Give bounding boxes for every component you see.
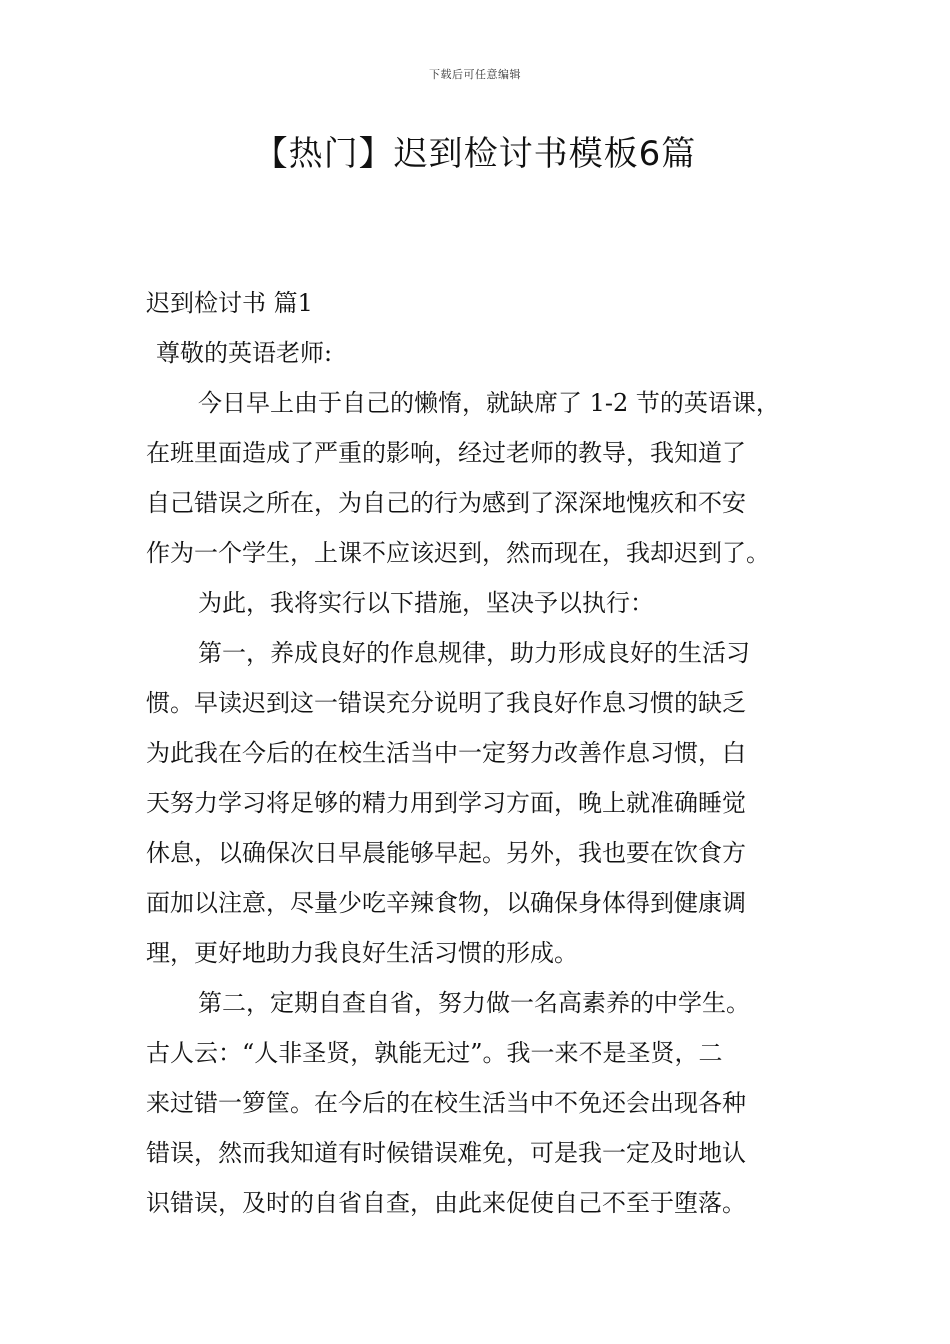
body-line: 休息，以确保次日早晨能够早起。另外，我也要在饮食方	[146, 839, 746, 867]
body-lines	[146, 378, 808, 1228]
body-line: 理，更好地助力我良好生活习惯的形成。	[146, 939, 578, 967]
body-line: 来过错一箩筐。在今后的在校生活当中不免还会出现各种	[146, 1089, 746, 1117]
body-line: 今日早上由于自己的懒惰，就缺席了 1-2 节的英语课，	[198, 389, 780, 417]
body-line: 天努力学习将足够的精力用到学习方面，晚上就准确睡觉	[146, 789, 746, 817]
salutation: 尊敬的英语老师:	[156, 339, 333, 367]
document-body	[146, 278, 808, 1228]
body-line: 古人云：“人非圣贤，孰能无过”。我一来不是圣贤，二	[146, 1039, 723, 1067]
body-line: 识错误，及时的自省自查，由此来促使自己不至于堕落。	[146, 1189, 746, 1217]
section-heading: 迟到检讨书 篇1	[146, 289, 313, 317]
body-line: 自己错误之所在，为自己的行为感到了深深地愧疚和不安	[146, 489, 746, 517]
body-line: 为此，我将实行以下措施，坚决予以执行：	[198, 589, 654, 617]
header-note: 下载后可任意编辑	[429, 68, 521, 81]
document-title: 【热门】迟到检讨书模板6篇	[253, 134, 697, 174]
body-line: 为此我在今后的在校生活当中一定努力改善作息习惯，白	[146, 739, 746, 767]
body-line: 面加以注意，尽量少吃辛辣食物，以确保身体得到健康调	[146, 889, 746, 917]
body-line: 错误，然而我知道有时候错误难免，可是我一定及时地认	[146, 1139, 746, 1167]
body-line: 惯。早读迟到这一错误充分说明了我良好作息习惯的缺乏	[146, 689, 746, 717]
body-line: 第二，定期自查自省，努力做一名高素养的中学生。	[198, 989, 750, 1017]
body-line: 在班里面造成了严重的影响，经过老师的教导，我知道了	[146, 439, 746, 467]
body-line: 第一，养成良好的作息规律，助力形成良好的生活习	[198, 639, 750, 667]
body-line: 作为一个学生，上课不应该迟到，然而现在，我却迟到了。	[146, 539, 770, 567]
